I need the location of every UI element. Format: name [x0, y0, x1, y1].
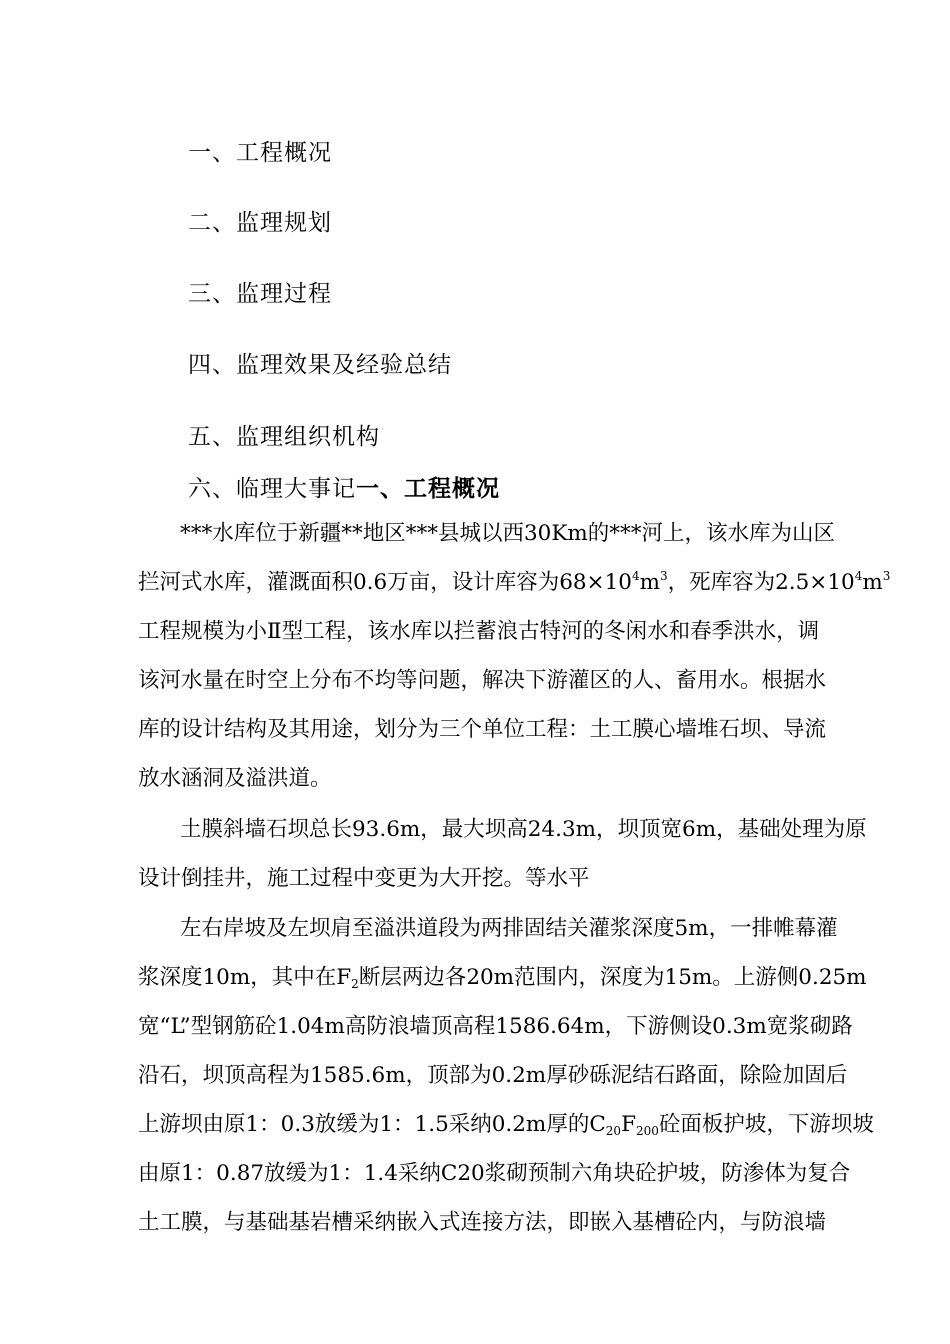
text-run: 上游坝由原1：0.3放缓为1：1.5采纳0.2m厚的C	[138, 1112, 606, 1137]
superscript: 3	[659, 569, 668, 583]
toc-item-6-label: 六、临理大事记	[188, 476, 356, 502]
paragraph-line: 设计倒挂井，施工过程中变更为大开挖。等水平	[138, 866, 590, 891]
paragraph-line: 工程规模为小Ⅱ型工程，该水库以拦蓄浪古特河的冬闲水和春季洪水，调	[138, 619, 820, 644]
paragraph-project-overview	[138, 509, 891, 803]
paragraph-line: 土膜斜墙石坝总长93.6m，最大坝高24.3m，坝顶宽6m，基础处理为原	[180, 817, 867, 842]
text-run: 浆深度10m，其中在F	[138, 965, 352, 990]
paragraph-line: 沿石，坝顶高程为1585.6m，顶部为0.2m厚砂砾泥结石路面，除险加固后	[138, 1063, 848, 1088]
paragraph-dam-description	[138, 805, 867, 903]
subscript: 20	[605, 1124, 622, 1138]
text-run: 断层两边各20m范围内，深度为15m。上游侧0.25m	[358, 965, 867, 990]
paragraph-line: 土工膜，与基础基岩槽采纳嵌入式连接方法，即嵌入基槽砼内，与防浪墙	[138, 1210, 827, 1235]
paragraph-line	[138, 953, 867, 1002]
text-run: 拦河式水库，灌溉面积0.6万亩，设计库容为68×10	[138, 570, 632, 595]
paragraph-line	[138, 1100, 874, 1149]
text-run: m	[639, 570, 660, 595]
text-run: 砼面板护坡，下游坝坡	[658, 1112, 874, 1137]
superscript: 3	[882, 569, 891, 583]
toc-item-6	[188, 470, 500, 503]
paragraph-line	[138, 558, 891, 607]
toc-item-5: 五、监理组织机构	[188, 424, 380, 450]
toc-item-1: 一、工程概况	[188, 140, 332, 166]
text-run: F	[621, 1112, 636, 1137]
paragraph-line: 该河水量在时空上分布不均等问题，解决下游灌区的人、畜用水。根据水	[138, 668, 827, 693]
paragraph-line: 库的设计结构及其用途，划分为三个单位工程：土工膜心墙堆石坝、导流	[138, 717, 827, 742]
text-run: ，死库容为2.5×10	[667, 570, 855, 595]
toc-item-4: 四、监理效果及经验总结	[188, 352, 452, 378]
section-heading: 一、工程概况	[356, 475, 500, 502]
paragraph-line: ***水库位于新疆**地区***县城以西30Km的***河上，该水库为山区	[180, 521, 836, 546]
subscript: 2	[351, 977, 359, 991]
toc-item-3: 三、监理过程	[188, 281, 332, 307]
paragraph-line: 左右岸坡及左坝肩至溢洪道段为两排固结关灌浆深度5m，一排帷幕灌	[180, 916, 838, 941]
paragraph-line: 放水涵洞及溢洪道。	[138, 766, 332, 791]
subscript: 200	[635, 1124, 659, 1138]
toc-item-2: 二、监理规划	[188, 210, 332, 236]
superscript: 4	[854, 569, 863, 583]
paragraph-line: 宽“L”型钢筋砼1.04m高防浪墙顶高程1586.64m，下游侧设0.3m宽浆砌路	[138, 1014, 853, 1039]
paragraph-line: 由原1：0.87放缓为1：1.4采纳C20浆砌预制六角块砼护坡，防渗体为复合	[138, 1161, 851, 1186]
superscript: 4	[631, 569, 640, 583]
paragraph-grouting-description	[138, 904, 874, 1247]
text-run: m	[862, 570, 883, 595]
